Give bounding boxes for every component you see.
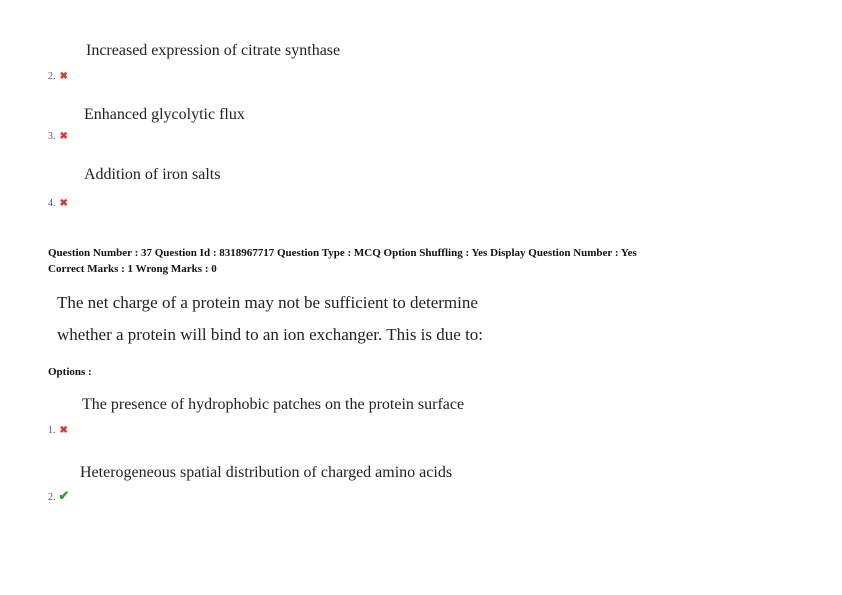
question-meta: Question Number : 37 Question Id : 8318967717 Question Type : MCQ Option Shuffling : Yes Display Question Number : Yes: [48, 247, 637, 259]
option-marker: [48, 487, 69, 505]
option-number: 2.: [48, 492, 56, 503]
option-number: 2.: [48, 71, 56, 82]
wrong-mark-icon: ✖: [59, 425, 68, 436]
option-number: 4.: [48, 198, 56, 209]
option-text: Addition of iron salts: [84, 166, 221, 183]
question-marks: Correct Marks : 1 Wrong Marks : 0: [48, 263, 217, 275]
options-label: Options :: [48, 366, 92, 378]
option-text: Heterogeneous spatial distribution of charged amino acids: [80, 464, 453, 481]
option-marker: [48, 126, 68, 144]
option-text: Enhanced glycolytic flux: [84, 106, 245, 123]
option-text: Increased expression of citrate synthase: [86, 42, 341, 59]
wrong-mark-icon: ✖: [59, 131, 68, 142]
option-number: 1.: [48, 425, 56, 436]
wrong-mark-icon: ✖: [59, 71, 68, 82]
question-text-line: whether a protein will bind to an ion exchanger. This is due to:: [57, 325, 484, 344]
question-text-line: The net charge of a protein may not be sufficient to determine: [57, 293, 478, 312]
option-marker: [48, 193, 68, 211]
option-marker: [48, 66, 68, 84]
correct-check-icon: ✔: [58, 488, 70, 503]
option-text: The presence of hydrophobic patches on the protein surface: [82, 396, 465, 413]
wrong-mark-icon: ✖: [59, 198, 68, 209]
option-marker: [48, 420, 68, 438]
option-number: 3.: [48, 131, 56, 142]
